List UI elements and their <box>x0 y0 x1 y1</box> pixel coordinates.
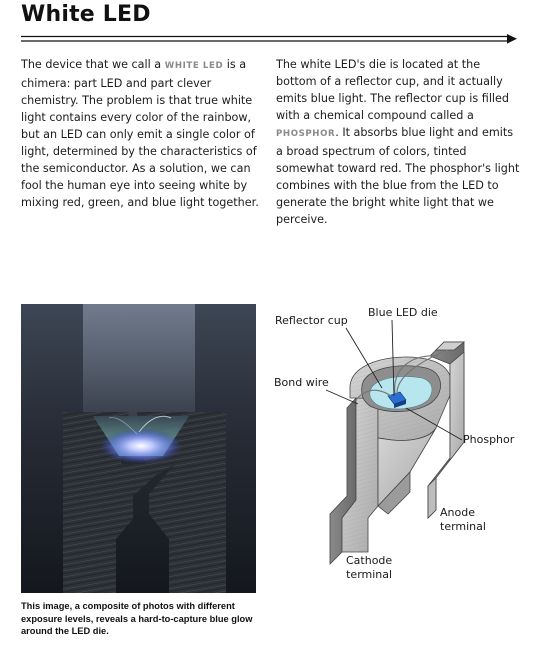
left-text-2: is a chimera: part LED and part clever chemistry. The problem is that true white light contains every color of the rainbow, but an LED can only emit a single color of light, determined by the characteristics of the semiconductor. As a solution, we can fool the human eye into seeing white by mixing red, green, and blue light together. <box>21 58 259 209</box>
term-white-led: WHITE LED <box>164 61 224 71</box>
led-cutaway-drawing <box>260 300 530 600</box>
label-bond-wire: Bond wire <box>274 376 329 389</box>
photo-caption: This image, a composite of photos with different exposure levels, reveals a hard-to-capture blue glow around the LED die. <box>21 601 253 636</box>
page-title: White LED <box>21 2 151 27</box>
label-cathode-terminal <box>346 554 392 582</box>
led-diagram <box>260 300 530 600</box>
term-phosphor: PHOSPHOR <box>276 129 336 139</box>
cathode-lead <box>330 357 452 564</box>
left-text-1: The device that we call a <box>21 58 165 71</box>
led-glow-photo <box>21 304 256 593</box>
label-phosphor: Phosphor <box>463 433 515 446</box>
right-text-2: . It absorbs blue light and emits a broad spectrum of colors, tinted somewhat toward red. The phosphor's light combines with the blue from the LED to generate the bright white light that we perceive. <box>276 126 520 226</box>
label-reflector-cup: Reflector cup <box>275 314 348 327</box>
label-anode-line-1: Anode <box>440 506 475 519</box>
label-blue-led-die: Blue LED die <box>368 306 438 319</box>
right-text-1: The white LED's die is located at the bottom of a reflector cup, and it actually emits blue light. The reflector cup is filled with a chemical compound called a <box>276 58 510 122</box>
title-underline-arrow <box>21 34 517 44</box>
label-anode-terminal <box>440 506 486 534</box>
label-anode-line-2: terminal <box>440 520 486 533</box>
body-column-right <box>276 56 520 228</box>
body-column-left <box>21 56 261 211</box>
label-cathode-line-2: terminal <box>346 568 393 581</box>
label-cathode-line-1: Cathode <box>346 554 393 567</box>
